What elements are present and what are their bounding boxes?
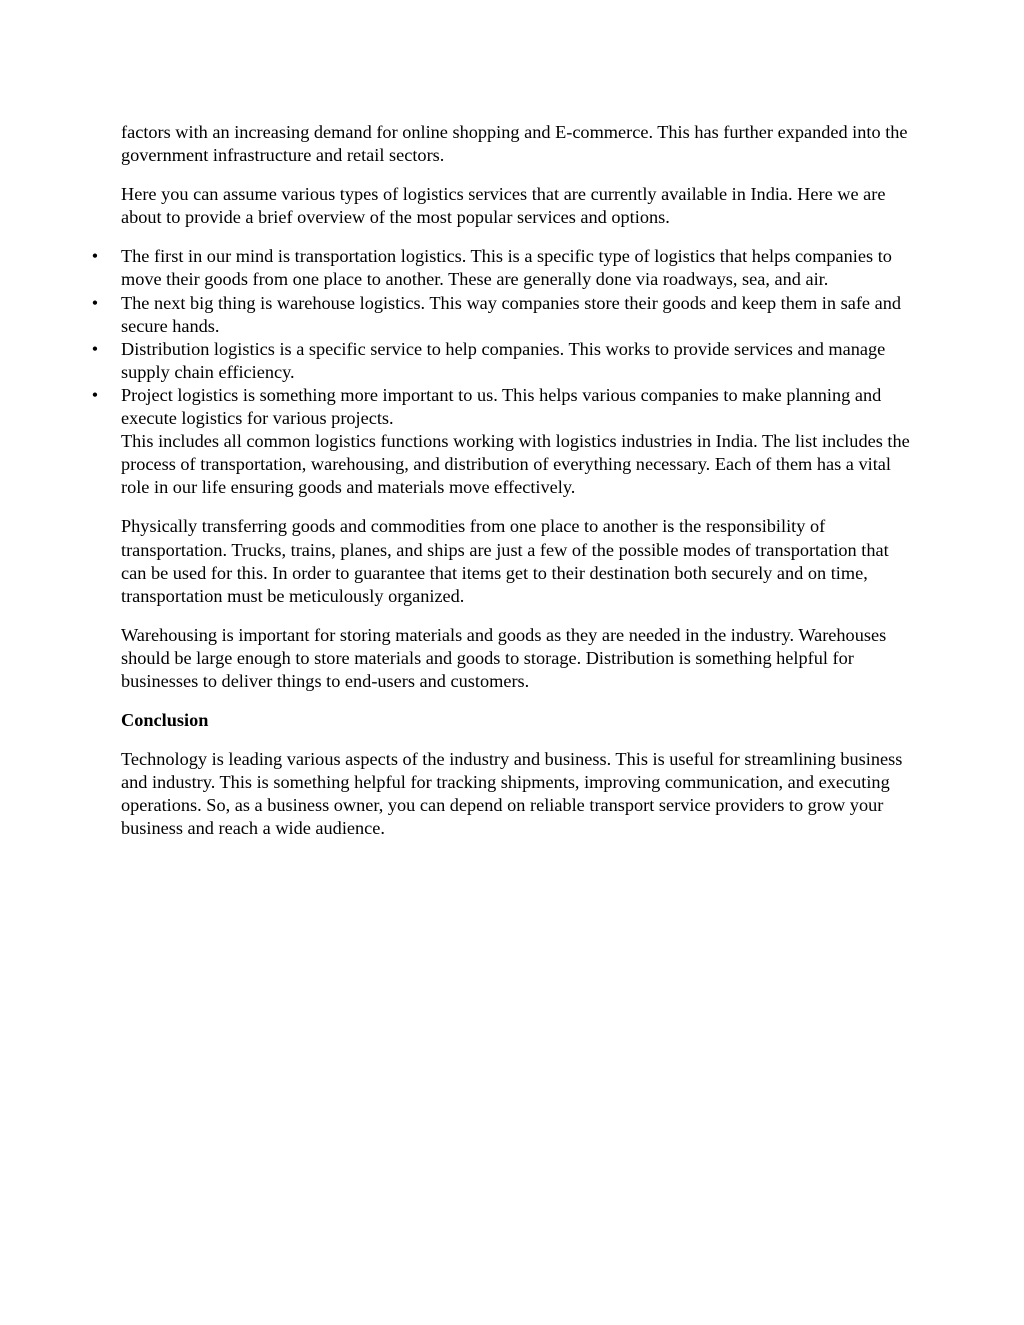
paragraph-logistics-functions: This includes all common logistics functions working with logistics industries in India. The list includes the process of transportation, warehousing, and distribution of everything necessary. Each of them has a vital role in our life ensuring goods and materials move effectively.: [121, 431, 910, 498]
bullet-icon: •: [91, 384, 99, 405]
paragraph-intro-continued: factors with an increasing demand for online shopping and E-commerce. This has further expanded into the government infrastructure and retail sectors.: [121, 122, 908, 166]
paragraph-warehousing: Warehousing is important for storing materials and goods as they are needed in the industry. Warehouses should be large enough to store materials and goods to storage. Distribution is something helpful for businesses to deliver things to end-users and customers.: [121, 624, 887, 691]
list-item-text: The first in our mind is transportation logistics. This is a specific type of logistics that helps companies to move their goods from one place to another. These are generally done via roadways, sea, and air.: [121, 246, 892, 290]
list-item: [91, 338, 911, 384]
bullet-icon: •: [91, 338, 99, 359]
paragraph-transportation: Physically transferring goods and commodities from one place to another is the responsibility of transportation. Trucks, trains, planes, and ships are just a few of the possible modes of transportation that can be used for this. In order to guarantee that items get to their destination both securely and on time, transportation must be meticulously organized.: [121, 516, 889, 606]
paragraph-services-overview: Here you can assume various types of logistics services that are currently available in India. Here we are about to provide a brief overview of the most popular services and options.: [121, 184, 886, 228]
list-item-text: Distribution logistics is a specific service to help companies. This works to provide services and manage supply chain efficiency.: [121, 338, 886, 382]
bullet-icon: •: [91, 246, 99, 267]
list-item: [91, 384, 911, 430]
logistics-types-list: [91, 245, 911, 430]
conclusion-heading: Conclusion: [121, 710, 209, 731]
paragraph-conclusion: Technology is leading various aspects of the industry and business. This is useful for streamlining business and industry. This is something helpful for tracking shipments, improving communication, and executing operations. So, as a business owner, you can depend on reliable transport service providers to grow your business and reach a wide audience.: [121, 749, 903, 839]
list-item: [91, 292, 911, 338]
document-body: [91, 121, 911, 857]
bullet-icon: •: [91, 292, 99, 313]
list-item-text: Project logistics is something more important to us. This helps various companies to make planning and execute logistics for various projects.: [121, 384, 882, 429]
list-item-text: The next big thing is warehouse logistics. This way companies store their goods and keep them in safe and secure hands.: [121, 292, 901, 336]
list-item: [91, 245, 911, 291]
